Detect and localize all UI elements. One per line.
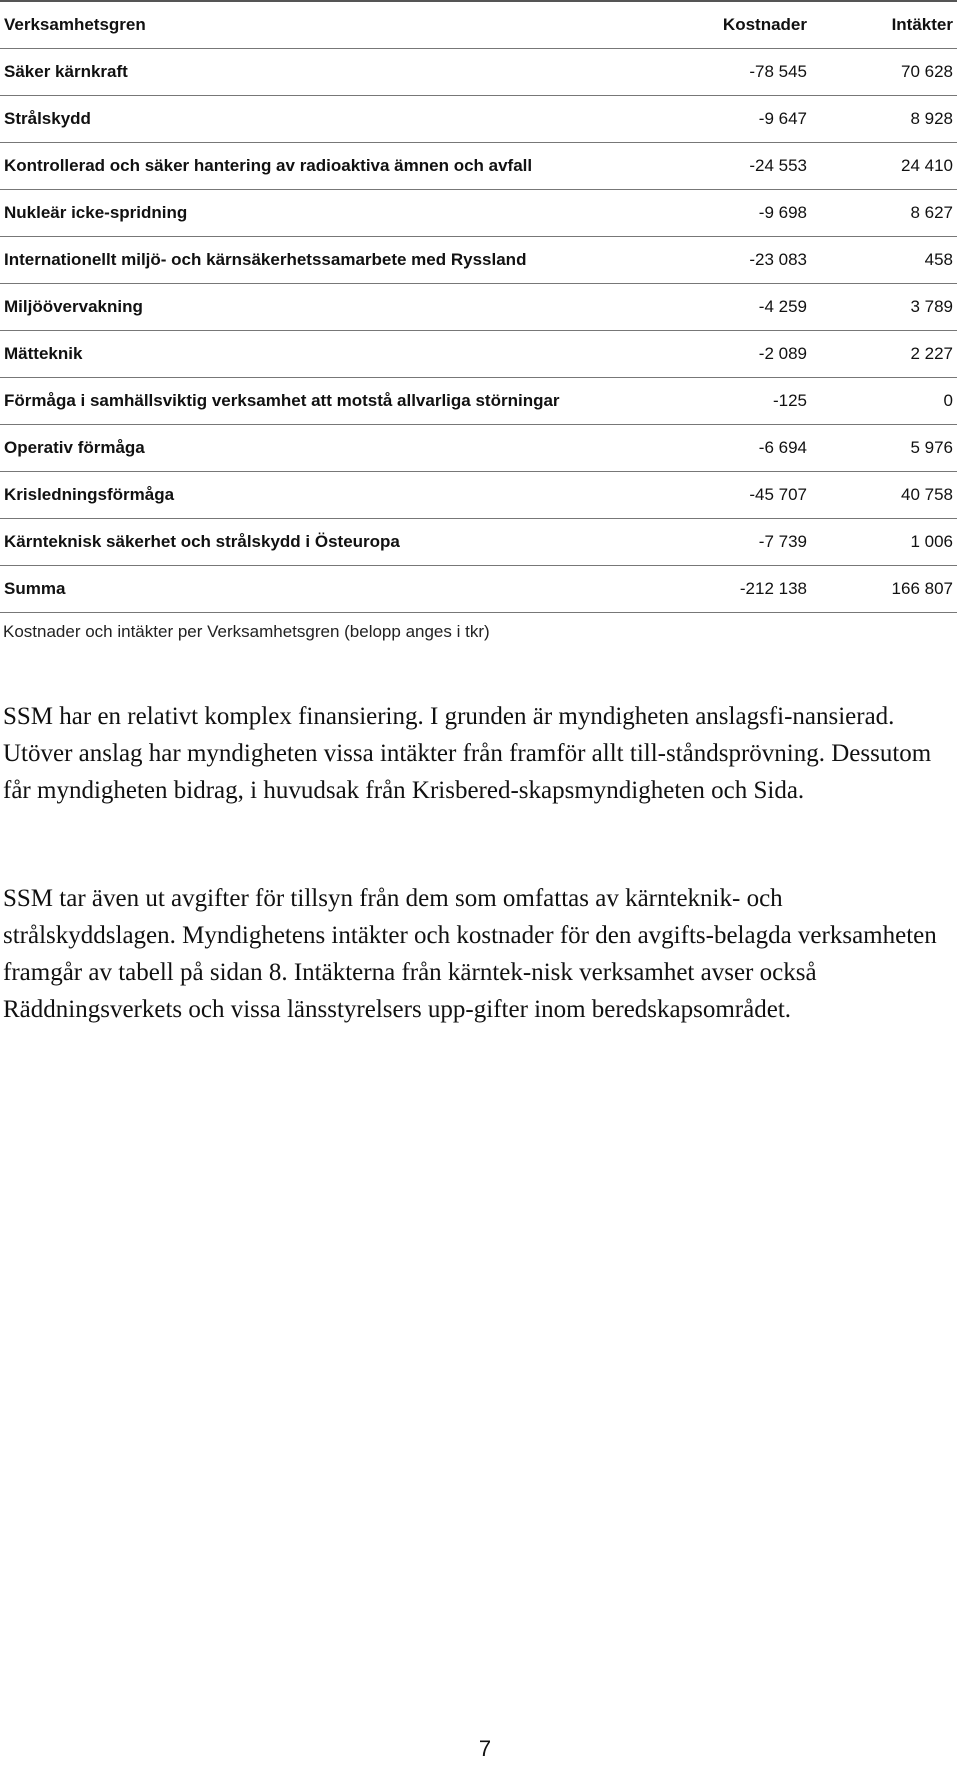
table-caption: Kostnader och intäkter per Verksamhetsgren (belopp anges i tkr) <box>3 622 490 641</box>
row-cost: -2 089 <box>625 331 811 378</box>
table-row <box>0 378 957 425</box>
row-name: Krisledningsförmåga <box>0 472 625 519</box>
row-name: Förmåga i samhällsviktig verksamhet att motstå allvarliga störningar <box>0 378 625 425</box>
row-name: Miljöövervakning <box>0 284 625 331</box>
table-row <box>0 190 957 237</box>
table-row <box>0 49 957 96</box>
header-verksamhetsgren: Verksamhetsgren <box>0 1 625 49</box>
row-name: Nukleär icke-spridning <box>0 190 625 237</box>
row-cost: -7 739 <box>625 519 811 566</box>
row-income: 3 789 <box>811 284 957 331</box>
row-cost: -9 698 <box>625 190 811 237</box>
table-row <box>0 472 957 519</box>
cost-income-table <box>0 0 957 613</box>
row-income: 70 628 <box>811 49 957 96</box>
total-cost: -212 138 <box>625 566 811 613</box>
table-row <box>0 237 957 284</box>
table-header-row <box>0 1 957 49</box>
page-number <box>0 1736 960 1762</box>
row-name: Kärnteknisk säkerhet och strålskydd i Östeuropa <box>0 519 625 566</box>
total-income: 166 807 <box>811 566 957 613</box>
table-body <box>0 49 957 613</box>
row-cost: -9 647 <box>625 96 811 143</box>
row-name: Kontrollerad och säker hantering av radioaktiva ämnen och avfall <box>0 143 625 190</box>
row-income: 40 758 <box>811 472 957 519</box>
row-cost: -24 553 <box>625 143 811 190</box>
paragraph-financing: SSM har en relativt komplex finansiering. I grunden är myndigheten anslagsfi-nansierad. Utöver anslag har myndigheten vissa intäkter från framför allt till-ståndsprövning. Dessutom får myndigheten bidrag, i huvudsak från Krisbered-skapsmyndigheten och Sida. <box>3 703 932 804</box>
row-income: 8 928 <box>811 96 957 143</box>
row-name: Strålskydd <box>0 96 625 143</box>
row-cost: -125 <box>625 378 811 425</box>
row-cost: -23 083 <box>625 237 811 284</box>
page-number-text: 7 <box>478 1736 492 1761</box>
table-row <box>0 284 957 331</box>
header-kostnader: Kostnader <box>625 1 811 49</box>
row-name: Mätteknik <box>0 331 625 378</box>
row-income: 0 <box>811 378 957 425</box>
row-cost: -4 259 <box>625 284 811 331</box>
table-total-row <box>0 566 957 613</box>
table-row <box>0 96 957 143</box>
row-income: 458 <box>811 237 957 284</box>
row-name: Internationellt miljö- och kärnsäkerhetssamarbete med Ryssland <box>0 237 625 284</box>
table-row <box>0 519 957 566</box>
row-cost: -78 545 <box>625 49 811 96</box>
table-row <box>0 331 957 378</box>
row-name: Säker kärnkraft <box>0 49 625 96</box>
row-income: 5 976 <box>811 425 957 472</box>
row-name: Operativ förmåga <box>0 425 625 472</box>
total-label: Summa <box>0 566 625 613</box>
row-cost: -45 707 <box>625 472 811 519</box>
table-row <box>0 143 957 190</box>
row-cost: -6 694 <box>625 425 811 472</box>
row-income: 8 627 <box>811 190 957 237</box>
paragraph-fees: SSM tar även ut avgifter för tillsyn från dem som omfattas av kärnteknik- och strålskyddslagen. Myndighetens intäkter och kostnader för den avgifts-belagda verksamheten framgår av tabell på sidan 8. Intäkterna från kärntek-nisk verksamhet avser också Räddningsverkets och vissa länsstyrelsers upp-gifter inom beredskapsområdet. <box>3 885 937 1023</box>
row-income: 24 410 <box>811 143 957 190</box>
row-income: 1 006 <box>811 519 957 566</box>
row-income: 2 227 <box>811 331 957 378</box>
table-row <box>0 425 957 472</box>
header-intakter: Intäkter <box>811 1 957 49</box>
